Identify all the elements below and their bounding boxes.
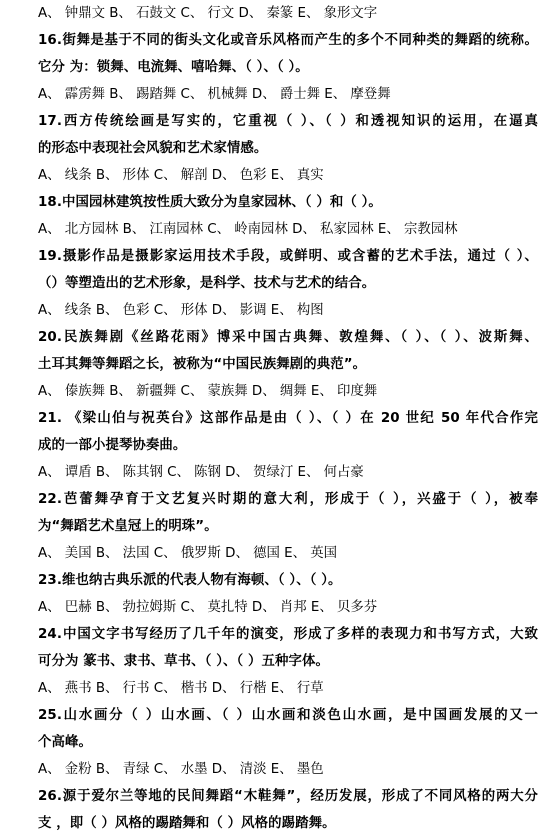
options-line: A、 谭盾 B、 陈其钢 C、 陈钢 D、 贺绿汀 E、 何占豪 [38,465,364,480]
options-line: A、 傣族舞 B、 新疆舞 C、 蒙族舞 D、 绸舞 E、 印度舞 [38,384,378,399]
question-line: 为“舞蹈艺术皇冠上的明珠”。 [38,519,218,534]
question-line: 20.民族舞剧《丝路花雨》博采中国古典舞、敦煌舞、（ ）、（ ）、波斯舞、 [38,330,538,345]
question-line: 22.芭蕾舞孕育于文艺复兴时期的意大利，形成于（ ），兴盛于（ ），被奉 [38,492,538,507]
question-line: 成的一部小提琴协奏曲。 [38,438,187,453]
question-line: 16.街舞是基于不同的街头文化或音乐风格而产生的多个不同种类的舞蹈的统称。 [38,33,538,48]
options-line: A、 燕书 B、 行书 C、 楷书 D、 行楷 E、 行草 [38,681,324,696]
options-line: A、 线条 B、 色彩 C、 形体 D、 影调 E、 构图 [38,303,324,318]
question-line: 可分为 篆书、隶书、草书、（ ）、（ ）五种字体。 [38,654,329,669]
question-line: 25.山水画分（ ）山水画、（ ）山水画和淡色山水画，是中国画发展的又一 [38,708,538,723]
options-line: A、 线条 B、 形体 C、 解剖 D、 色彩 E、 真实 [38,168,324,183]
question-line: 26.源于爱尔兰等地的民间舞蹈“木鞋舞”，经历发展，形成了不同风格的两大分 [38,789,538,804]
question-line: （）等塑造出的艺术形象，是科学、技术与艺术的结合。 [38,276,376,291]
options-line: A、 钟鼎文 B、 石鼓文 C、 行文 D、 秦篆 E、 象形文字 [38,6,378,21]
question-line: 23.维也纳古典乐派的代表人物有海顿、（ ）、（ ）。 [38,573,342,588]
options-line: A、 北方园林 B、 江南园林 C、 岭南园林 D、 私家园林 E、 宗教园林 [38,222,458,237]
options-line: A、 霹雳舞 B、 踢踏舞 C、 机械舞 D、 爵士舞 E、 摩登舞 [38,87,391,102]
question-line: 个高峰。 [38,735,92,750]
options-line: A、 巴赫 B、 勃拉姆斯 C、 莫扎特 D、 肖邦 E、 贝多芬 [38,600,378,615]
question-line: 17.西方传统绘画是写实的，它重视（ ）、（ ）和透视知识的运用，在逼真 [38,114,538,129]
options-line: A、 美国 B、 法国 C、 俄罗斯 D、 德国 E、 英国 [38,546,338,561]
question-line: 支 ，即（ ）风格的踢踏舞和（ ）风格的踢踏舞。 [38,816,336,831]
question-line: 19.摄影作品是摄影家运用技术手段，或鲜明、或含蓄的艺术手法，通过（ ）、 [38,249,538,264]
question-line: 它分 为：锁舞、电流舞、嘻哈舞、（ ）、（ ）。 [38,60,309,75]
question-line: 的形态中表现社会风貌和艺术家情感。 [38,141,268,156]
question-line: 土耳其舞等舞蹈之长，被称为“中国民族舞剧的典范”。 [38,357,367,372]
question-line: 24.中国文字书写经历了几千年的演变，形成了多样的表现力和书写方式，大致 [38,627,538,642]
question-line: 18.中国园林建筑按性质大致分为皇家园林、（ ）和（ ）。 [38,195,382,210]
question-line: 21. 《梁山伯与祝英台》这部作品是由（ ）、（ ）在 20 世纪 50 年代合作完 [38,411,538,426]
options-line: A、 金粉 B、 青绿 C、 水墨 D、 清淡 E、 墨色 [38,762,324,777]
